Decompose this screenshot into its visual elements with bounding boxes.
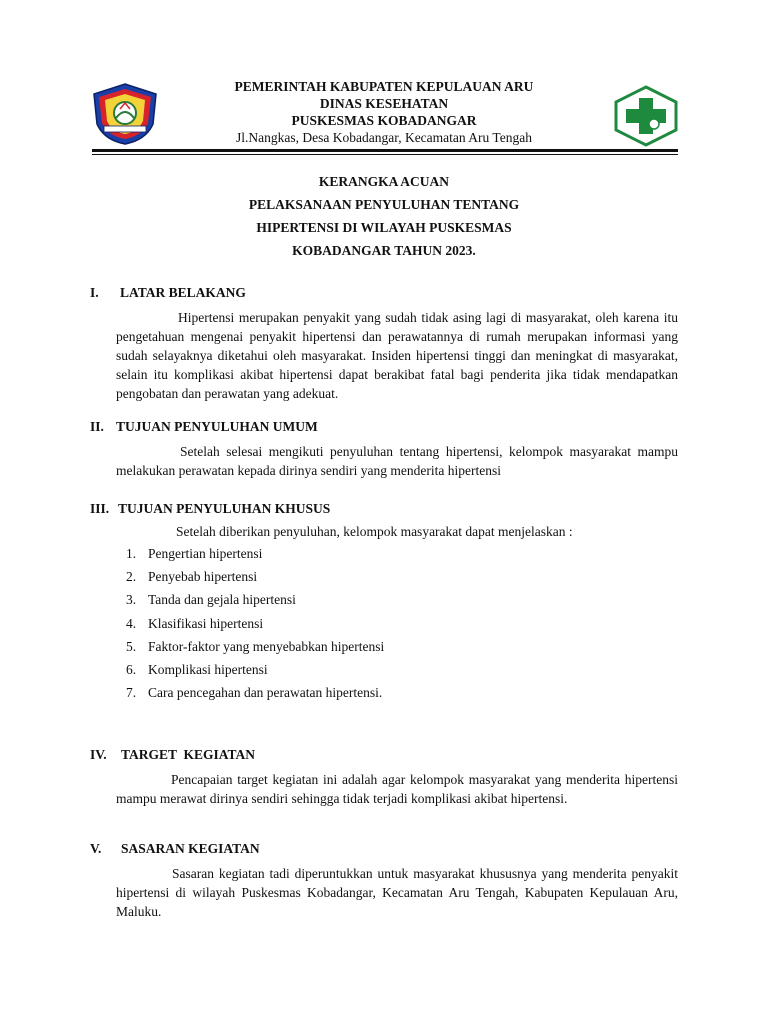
section-3-number: III. bbox=[90, 501, 110, 516]
list-item bbox=[126, 615, 384, 638]
list-item-number: 4. bbox=[126, 615, 137, 631]
section-1-heading bbox=[90, 284, 246, 302]
list-item-number: 1. bbox=[126, 546, 137, 561]
section-2-body bbox=[116, 442, 678, 480]
letterhead-address: Jl.Nangkas, Desa Kobadangar, Kecamatan Aru Tengah bbox=[236, 130, 532, 145]
document-title bbox=[168, 170, 600, 262]
list-item-text: Komplikasi hipertensi bbox=[148, 661, 268, 677]
list-item-number: 6. bbox=[126, 661, 137, 677]
letterhead-divider-thin bbox=[92, 154, 678, 155]
list-item bbox=[126, 638, 384, 661]
section-3-title: TUJUAN PENYULUHAN KHUSUS bbox=[118, 501, 331, 516]
list-item bbox=[126, 545, 384, 568]
section-4-body bbox=[116, 770, 678, 808]
list-item-text: Pengertian hipertensi bbox=[148, 546, 263, 561]
section-1-number: I. bbox=[90, 285, 99, 300]
list-item bbox=[126, 568, 384, 591]
list-item-text: Tanda dan gejala hipertensi bbox=[148, 592, 296, 608]
title-line-2: PELAKSANAAN PENYULUHAN TENTANG bbox=[248, 197, 520, 212]
list-item-number: 2. bbox=[126, 569, 137, 585]
title-line-4: KOBADANGAR TAHUN 2023. bbox=[292, 243, 476, 258]
list-item-number: 3. bbox=[126, 592, 137, 608]
list-item bbox=[126, 591, 384, 614]
section-3-heading bbox=[90, 500, 330, 518]
list-item bbox=[126, 684, 384, 707]
section-4-number: IV. bbox=[90, 747, 107, 762]
letterhead-divider bbox=[92, 149, 678, 152]
section-2-number: II. bbox=[90, 419, 104, 434]
list-item-text: Klasifikasi hipertensi bbox=[148, 615, 264, 631]
list-item-number: 7. bbox=[126, 685, 137, 701]
letterhead bbox=[168, 78, 600, 147]
list-item-number: 5. bbox=[126, 638, 137, 654]
objectives-list bbox=[126, 545, 384, 707]
kabupaten-crest-icon bbox=[90, 82, 160, 146]
list-item bbox=[126, 661, 384, 684]
list-item-text: Penyebab hipertensi bbox=[148, 569, 258, 585]
section-5-heading bbox=[90, 840, 260, 858]
title-line-1: KERANGKA ACUAN bbox=[318, 174, 450, 189]
section-4-title: TARGET KEGIATAN bbox=[121, 747, 256, 762]
list-item-text: Cara pencegahan dan perawatan hipertensi. bbox=[148, 685, 383, 701]
letterhead-government: PEMERINTAH KABUPATEN KEPULAUAN ARU bbox=[234, 79, 534, 94]
section-2-heading bbox=[90, 418, 318, 436]
section-1-text: Hipertensi merupakan penyakit yang sudah tidak asing lagi di masyarakat, oleh karena itu pengetahuan mengenai penyakit hipertensi dan perawatannya di rumah merupakan informasi yang sudah selayaknya diketahui oleh masyarakat. Insiden hipertensi tinggi dan meningkat di masyarakat, selain itu komplikasi akibat hipertensi dapat berakibat fatal bagi penderita jika tidak mendapatkan pengobatan dan perawatan yang adekuat. bbox=[116, 310, 678, 401]
section-3-intro: Setelah diberikan penyuluhan, kelompok masyarakat dapat menjelaskan : bbox=[176, 524, 573, 539]
letterhead-agency: DINAS KESEHATAN bbox=[319, 96, 449, 111]
letterhead-puskesmas: PUSKESMAS KOBADANGAR bbox=[291, 113, 477, 128]
section-5-body bbox=[116, 864, 678, 921]
list-item-text: Faktor-faktor yang menyebabkan hipertensi bbox=[148, 638, 385, 654]
section-4-heading bbox=[90, 746, 255, 764]
section-2-title: TUJUAN PENYULUHAN UMUM bbox=[116, 419, 318, 434]
title-line-3: HIPERTENSI DI WILAYAH PUSKESMAS bbox=[256, 220, 512, 235]
section-2-text: Setelah selesai mengikuti penyuluhan tentang hipertensi, kelompok masyarakat mampu melakukan perawatan kepada dirinya sendiri yang menderita hipertensi bbox=[116, 444, 678, 478]
section-5-number: V. bbox=[90, 841, 102, 856]
section-5-text: Sasaran kegiatan tadi diperuntukkan untuk masyarakat khususnya yang menderita penyakit hipertensi di wilayah Puskesmas Kobadangar, Kecamatan Aru Tengah, Kabupaten Kepulauan Aru, Maluku. bbox=[116, 866, 678, 919]
section-1-body bbox=[116, 308, 678, 403]
section-5-title: SASARAN KEGIATAN bbox=[121, 841, 260, 856]
section-1-title: LATAR BELAKANG bbox=[120, 285, 246, 300]
puskesmas-cross-icon bbox=[612, 84, 680, 148]
section-4-text: Pencapaian target kegiatan ini adalah agar kelompok masyarakat yang menderita hipertensi mampu merawat dirinya sendiri sehingga tidak terjadi komplikasi akibat hipertensi. bbox=[116, 772, 678, 806]
